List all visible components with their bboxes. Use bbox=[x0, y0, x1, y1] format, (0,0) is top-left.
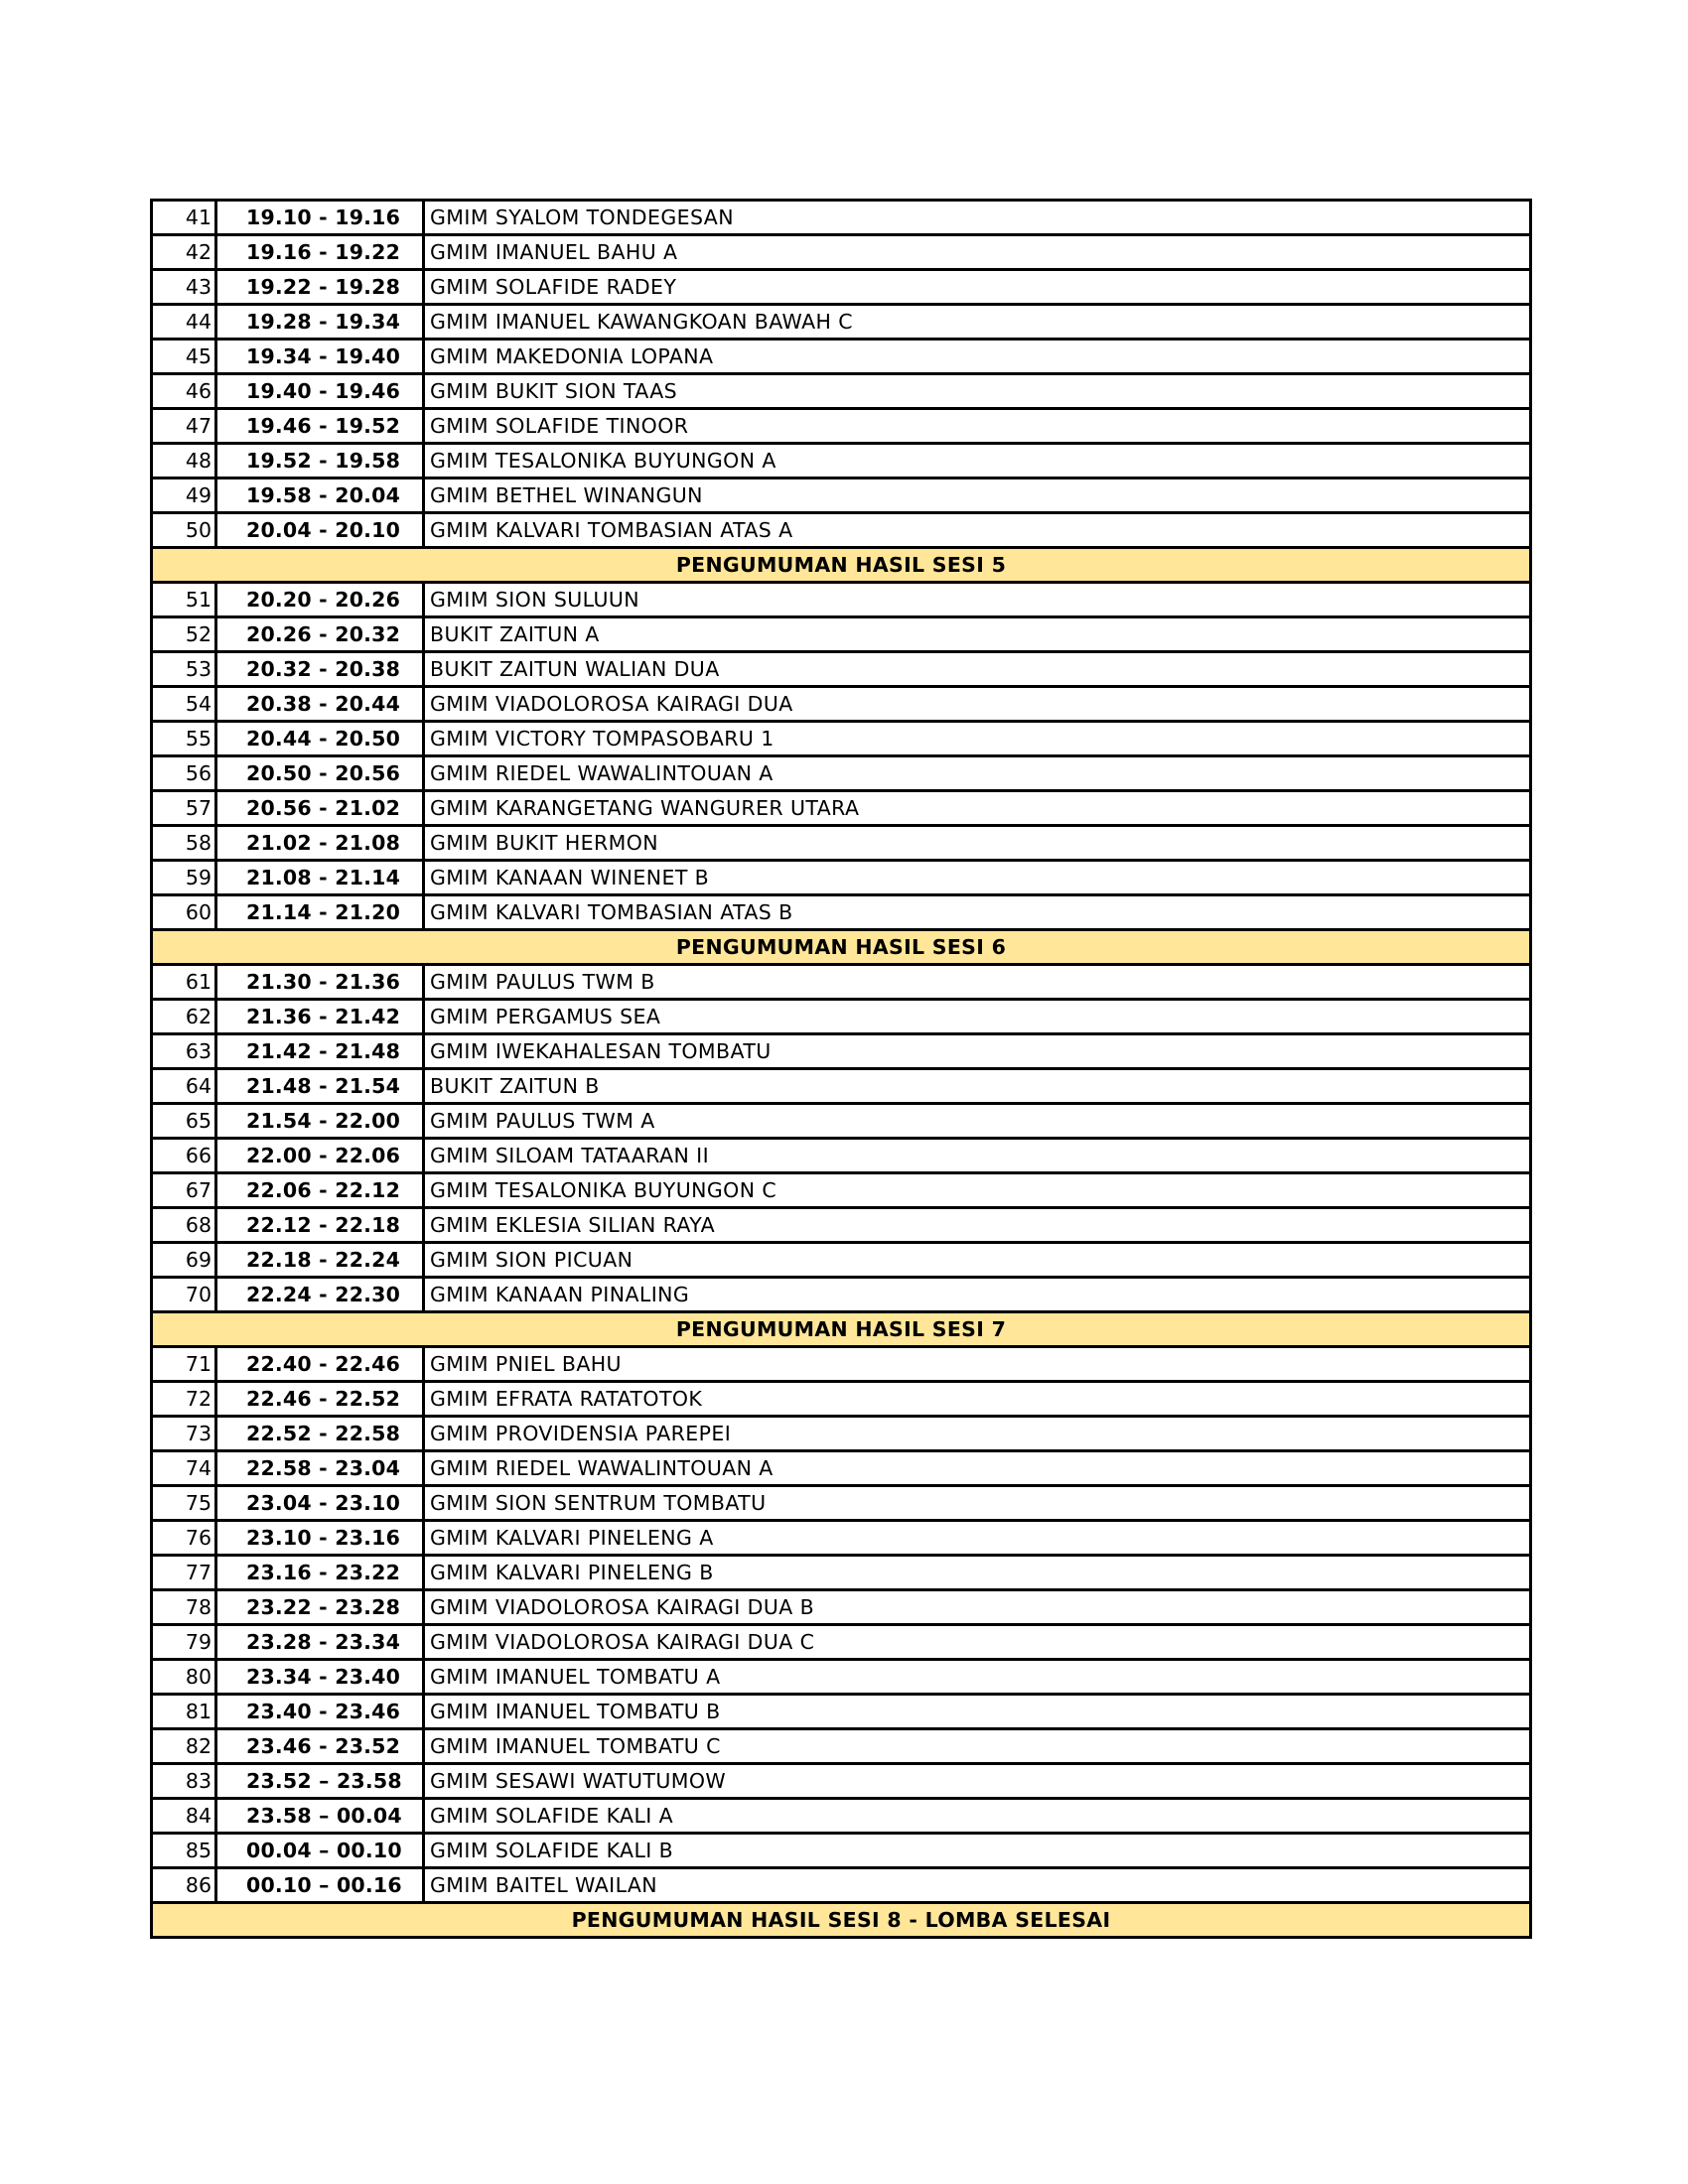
row-time: 20.20 - 20.26 bbox=[216, 583, 424, 617]
schedule-row bbox=[152, 895, 1531, 930]
announcement-row bbox=[152, 1312, 1531, 1347]
row-church-name: GMIM KALVARI TOMBASIAN ATAS B bbox=[424, 895, 1531, 930]
row-church-name: GMIM VIADOLOROSA KAIRAGI DUA C bbox=[424, 1625, 1531, 1660]
row-number: 78 bbox=[152, 1590, 216, 1625]
schedule-row bbox=[152, 409, 1531, 444]
row-number: 77 bbox=[152, 1556, 216, 1590]
row-time: 19.16 - 19.22 bbox=[216, 235, 424, 270]
row-church-name: GMIM PNIEL BAHU bbox=[424, 1347, 1531, 1382]
schedule-row bbox=[152, 1000, 1531, 1034]
row-time: 00.04 – 00.10 bbox=[216, 1834, 424, 1868]
schedule-row bbox=[152, 1729, 1531, 1764]
row-number: 81 bbox=[152, 1695, 216, 1729]
row-church-name: GMIM TESALONIKA BUYUNGON C bbox=[424, 1173, 1531, 1208]
row-time: 23.16 - 23.22 bbox=[216, 1556, 424, 1590]
row-church-name: GMIM SYALOM TONDEGESAN bbox=[430, 205, 734, 229]
schedule-row bbox=[152, 583, 1531, 617]
row-number: 80 bbox=[152, 1660, 216, 1695]
announcement-text: PENGUMUMAN HASIL SESI 8 - LOMBA SELESAI bbox=[152, 1903, 1531, 1938]
row-time: 23.28 - 23.34 bbox=[216, 1625, 424, 1660]
row-number: 85 bbox=[152, 1834, 216, 1868]
row-time: 19.10 - 19.16 bbox=[216, 201, 424, 235]
row-time: 23.52 – 23.58 bbox=[216, 1764, 424, 1799]
row-church-name: GMIM KALVARI TOMBASIAN ATAS A bbox=[424, 513, 1531, 548]
row-time: 19.40 - 19.46 bbox=[216, 374, 424, 409]
row-time: 19.58 - 20.04 bbox=[216, 478, 424, 513]
row-number: 71 bbox=[152, 1347, 216, 1382]
row-church-name: GMIM IMANUEL TOMBATU A bbox=[424, 1660, 1531, 1695]
row-time: 00.10 – 00.16 bbox=[216, 1868, 424, 1903]
row-church-name: GMIM RIEDEL WAWALINTOUAN A bbox=[424, 756, 1531, 791]
row-number: 68 bbox=[152, 1208, 216, 1243]
announcement-text: PENGUMUMAN HASIL SESI 6 bbox=[152, 930, 1531, 965]
row-church-name: GMIM EKLESIA SILIAN RAYA bbox=[424, 1208, 1531, 1243]
row-church-name: GMIM PAULUS TWM B bbox=[424, 965, 1531, 1000]
row-church-name: GMIM VIADOLOROSA KAIRAGI DUA bbox=[424, 687, 1531, 722]
row-time: 23.34 - 23.40 bbox=[216, 1660, 424, 1695]
row-time: 21.30 - 21.36 bbox=[216, 965, 424, 1000]
row-church-name: GMIM TESALONIKA BUYUNGON A bbox=[424, 444, 1531, 478]
row-number: 84 bbox=[152, 1799, 216, 1834]
announcement-row bbox=[152, 548, 1531, 583]
row-church-name: GMIM BETHEL WINANGUN bbox=[424, 478, 1531, 513]
schedule-row bbox=[152, 340, 1531, 374]
row-time: 21.54 - 22.00 bbox=[216, 1104, 424, 1139]
row-number: 79 bbox=[152, 1625, 216, 1660]
row-number: 83 bbox=[152, 1764, 216, 1799]
row-number: 44 bbox=[152, 305, 216, 340]
row-number: 46 bbox=[152, 374, 216, 409]
row-time: 21.14 - 21.20 bbox=[216, 895, 424, 930]
schedule-row bbox=[152, 1556, 1531, 1590]
schedule-row bbox=[152, 1069, 1531, 1104]
row-time: 20.04 - 20.10 bbox=[216, 513, 424, 548]
row-number: 62 bbox=[152, 1000, 216, 1034]
row-time: 22.00 - 22.06 bbox=[216, 1139, 424, 1173]
row-time: 19.46 - 19.52 bbox=[216, 409, 424, 444]
row-church-name: GMIM EFRATA RATATOTOK bbox=[424, 1382, 1531, 1417]
row-time: 21.08 - 21.14 bbox=[216, 861, 424, 895]
row-church-name: GMIM KANAAN WINENET B bbox=[424, 861, 1531, 895]
row-number: 58 bbox=[152, 826, 216, 861]
row-church-name: GMIM KALVARI PINELENG A bbox=[424, 1521, 1531, 1556]
row-church-name: GMIM PAULUS TWM A bbox=[424, 1104, 1531, 1139]
row-church-name: GMIM SION SULUUN bbox=[424, 583, 1531, 617]
schedule-row bbox=[152, 722, 1531, 756]
row-church-name: GMIM SOLAFIDE RADEY bbox=[424, 270, 1531, 305]
row-time: 21.42 - 21.48 bbox=[216, 1034, 424, 1069]
row-number: 53 bbox=[152, 652, 216, 687]
row-time: 23.46 - 23.52 bbox=[216, 1729, 424, 1764]
row-number: 43 bbox=[152, 270, 216, 305]
schedule-row bbox=[152, 305, 1531, 340]
row-church-name: GMIM PERGAMUS SEA bbox=[424, 1000, 1531, 1034]
row-church-name: GMIM KANAAN PINALING bbox=[424, 1278, 1531, 1312]
row-time: 20.44 - 20.50 bbox=[216, 722, 424, 756]
row-church-name: GMIM BAITEL WAILAN bbox=[424, 1868, 1531, 1903]
schedule-row bbox=[152, 1868, 1531, 1903]
schedule-row bbox=[152, 1104, 1531, 1139]
row-number: 55 bbox=[152, 722, 216, 756]
row-church-name: GMIM SESAWI WATUTUMOW bbox=[424, 1764, 1531, 1799]
row-time: 23.40 - 23.46 bbox=[216, 1695, 424, 1729]
row-number: 54 bbox=[152, 687, 216, 722]
row-church-name: GMIM PROVIDENSIA PAREPEI bbox=[424, 1417, 1531, 1451]
row-church-name: GMIM SION PICUAN bbox=[424, 1243, 1531, 1278]
row-time: 23.04 - 23.10 bbox=[216, 1486, 424, 1521]
row-church-name: GMIM IWEKAHALESAN TOMBATU bbox=[424, 1034, 1531, 1069]
row-number: 41 bbox=[152, 201, 216, 235]
announcement-text: PENGUMUMAN HASIL SESI 7 bbox=[152, 1312, 1531, 1347]
row-time: 22.06 - 22.12 bbox=[216, 1173, 424, 1208]
schedule-row bbox=[152, 1278, 1531, 1312]
row-time: 20.32 - 20.38 bbox=[216, 652, 424, 687]
schedule-row bbox=[152, 791, 1531, 826]
schedule-row bbox=[152, 1660, 1531, 1695]
row-time: 20.38 - 20.44 bbox=[216, 687, 424, 722]
schedule-row bbox=[152, 201, 1531, 235]
row-number: 74 bbox=[152, 1451, 216, 1486]
row-time: 22.24 - 22.30 bbox=[216, 1278, 424, 1312]
schedule-row bbox=[152, 478, 1531, 513]
row-church-name: GMIM IMANUEL KAWANGKOAN BAWAH C bbox=[424, 305, 1531, 340]
row-number: 60 bbox=[152, 895, 216, 930]
row-time: 21.48 - 21.54 bbox=[216, 1069, 424, 1104]
row-number: 82 bbox=[152, 1729, 216, 1764]
schedule-row bbox=[152, 1034, 1531, 1069]
row-time: 22.46 - 22.52 bbox=[216, 1382, 424, 1417]
row-church-name: GMIM VICTORY TOMPASOBARU 1 bbox=[424, 722, 1531, 756]
schedule-row bbox=[152, 1521, 1531, 1556]
row-church-name: GMIM IMANUEL TOMBATU B bbox=[424, 1695, 1531, 1729]
schedule-row bbox=[152, 1486, 1531, 1521]
row-number: 47 bbox=[152, 409, 216, 444]
schedule-row bbox=[152, 756, 1531, 791]
schedule-row bbox=[152, 965, 1531, 1000]
row-number: 76 bbox=[152, 1521, 216, 1556]
schedule-row bbox=[152, 1451, 1531, 1486]
row-number: 66 bbox=[152, 1139, 216, 1173]
row-number: 45 bbox=[152, 340, 216, 374]
row-number: 51 bbox=[152, 583, 216, 617]
row-church-name: BUKIT ZAITUN WALIAN DUA bbox=[424, 652, 1531, 687]
row-time: 22.12 - 22.18 bbox=[216, 1208, 424, 1243]
row-number: 72 bbox=[152, 1382, 216, 1417]
row-church-name: GMIM SOLAFIDE TINOOR bbox=[424, 409, 1531, 444]
row-time: 23.58 – 00.04 bbox=[216, 1799, 424, 1834]
schedule-row bbox=[152, 1208, 1531, 1243]
row-church-name: GMIM BUKIT SION TAAS bbox=[424, 374, 1531, 409]
row-number: 59 bbox=[152, 861, 216, 895]
row-church-name: GMIM VIADOLOROSA KAIRAGI DUA B bbox=[424, 1590, 1531, 1625]
row-number: 61 bbox=[152, 965, 216, 1000]
row-time: 21.02 - 21.08 bbox=[216, 826, 424, 861]
schedule-row bbox=[152, 1764, 1531, 1799]
row-church-name: BUKIT ZAITUN B bbox=[424, 1069, 1531, 1104]
row-number: 63 bbox=[152, 1034, 216, 1069]
schedule-row bbox=[152, 861, 1531, 895]
row-church-name: GMIM MAKEDONIA LOPANA bbox=[424, 340, 1531, 374]
announcement-row bbox=[152, 930, 1531, 965]
row-church-name: GMIM BUKIT HERMON bbox=[424, 826, 1531, 861]
row-church-name: GMIM RIEDEL WAWALINTOUAN A bbox=[424, 1451, 1531, 1486]
row-church-name: GMIM KARANGETANG WANGURER UTARA bbox=[424, 791, 1531, 826]
row-number: 69 bbox=[152, 1243, 216, 1278]
row-church-name: GMIM SOLAFIDE KALI B bbox=[424, 1834, 1531, 1868]
row-time: 23.22 - 23.28 bbox=[216, 1590, 424, 1625]
schedule-row bbox=[152, 617, 1531, 652]
row-number: 52 bbox=[152, 617, 216, 652]
schedule-row bbox=[152, 1625, 1531, 1660]
schedule-row bbox=[152, 1139, 1531, 1173]
row-number: 67 bbox=[152, 1173, 216, 1208]
row-time: 22.58 - 23.04 bbox=[216, 1451, 424, 1486]
schedule-row bbox=[152, 1243, 1531, 1278]
row-number: 73 bbox=[152, 1417, 216, 1451]
schedule-row bbox=[152, 270, 1531, 305]
schedule-row bbox=[152, 374, 1531, 409]
row-time: 20.56 - 21.02 bbox=[216, 791, 424, 826]
row-number: 50 bbox=[152, 513, 216, 548]
row-number: 49 bbox=[152, 478, 216, 513]
row-number: 64 bbox=[152, 1069, 216, 1104]
schedule-row bbox=[152, 826, 1531, 861]
row-time: 19.22 - 19.28 bbox=[216, 270, 424, 305]
row-church-name: GMIM SOLAFIDE KALI A bbox=[424, 1799, 1531, 1834]
schedule-row bbox=[152, 1347, 1531, 1382]
schedule-row bbox=[152, 652, 1531, 687]
row-time: 19.52 - 19.58 bbox=[216, 444, 424, 478]
row-number: 70 bbox=[152, 1278, 216, 1312]
row-time: 22.18 - 22.24 bbox=[216, 1243, 424, 1278]
schedule-row bbox=[152, 1834, 1531, 1868]
schedule-row bbox=[152, 1799, 1531, 1834]
schedule-row bbox=[152, 513, 1531, 548]
schedule-row bbox=[152, 1173, 1531, 1208]
schedule-row bbox=[152, 1695, 1531, 1729]
row-time: 23.10 - 23.16 bbox=[216, 1521, 424, 1556]
row-time: 19.28 - 19.34 bbox=[216, 305, 424, 340]
schedule-row bbox=[152, 1417, 1531, 1451]
row-time: 22.52 - 22.58 bbox=[216, 1417, 424, 1451]
row-time: 19.34 - 19.40 bbox=[216, 340, 424, 374]
row-number: 57 bbox=[152, 791, 216, 826]
row-number: 65 bbox=[152, 1104, 216, 1139]
row-church-name: GMIM SILOAM TATAARAN II bbox=[424, 1139, 1531, 1173]
row-church-name: GMIM KALVARI PINELENG B bbox=[424, 1556, 1531, 1590]
row-number: 56 bbox=[152, 756, 216, 791]
row-church-name: GMIM SION SENTRUM TOMBATU bbox=[424, 1486, 1531, 1521]
row-church-name: GMIM IMANUEL TOMBATU C bbox=[424, 1729, 1531, 1764]
schedule-row bbox=[152, 687, 1531, 722]
schedule-row bbox=[152, 1382, 1531, 1417]
announcement-row bbox=[152, 1903, 1531, 1938]
schedule-table bbox=[150, 199, 1532, 1939]
row-time: 21.36 - 21.42 bbox=[216, 1000, 424, 1034]
row-time: 20.26 - 20.32 bbox=[216, 617, 424, 652]
row-number: 48 bbox=[152, 444, 216, 478]
schedule-body bbox=[152, 201, 1531, 1938]
schedule-row bbox=[152, 235, 1531, 270]
row-church-name: GMIM IMANUEL BAHU A bbox=[424, 235, 1531, 270]
schedule-row bbox=[152, 444, 1531, 478]
row-time: 22.40 - 22.46 bbox=[216, 1347, 424, 1382]
schedule-row bbox=[152, 1590, 1531, 1625]
row-number: 75 bbox=[152, 1486, 216, 1521]
announcement-text: PENGUMUMAN HASIL SESI 5 bbox=[152, 548, 1531, 583]
row-number: 42 bbox=[152, 235, 216, 270]
row-church-name: BUKIT ZAITUN A bbox=[424, 617, 1531, 652]
row-number: 86 bbox=[152, 1868, 216, 1903]
row-time: 20.50 - 20.56 bbox=[216, 756, 424, 791]
